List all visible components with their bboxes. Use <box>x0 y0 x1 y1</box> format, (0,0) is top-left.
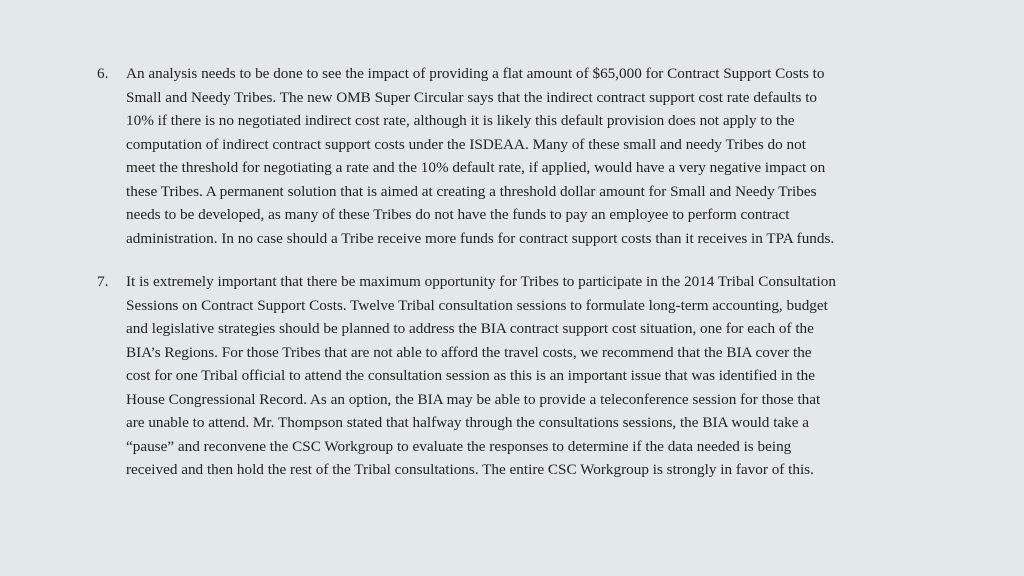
text-line: Sessions on Contract Support Costs. Twelve Tribal consultation sessions to formulate long-term accounting, budget <box>126 296 828 314</box>
text-line: Small and Needy Tribes. The new OMB Super Circular says that the indirect contract support cost rate defaults to <box>126 88 818 106</box>
text-line: BIA’s Regions. For those Tribes that are not able to afford the travel costs, we recommend that the BIA cover the <box>126 343 812 361</box>
list-number: 7. <box>97 273 109 290</box>
text-line: It is extremely important that there be maximum opportunity for Tribes to participate in the 2014 Tribal Consultation <box>126 273 836 290</box>
text-line: 10% if there is no negotiated indirect cost rate, although it is likely this default provision does not apply to the <box>126 112 795 129</box>
text-line: cost for one Tribal official to attend the consultation session as this is an important issue that was identified in the <box>126 367 815 384</box>
text-line: “pause” and reconvene the CSC Workgroup to evaluate the responses to determine if the data needed is being <box>126 437 792 455</box>
text-line: administration. In no case should a Tribe receive more funds for contract support costs than it receives in TPA funds. <box>126 229 835 247</box>
list-item-7 <box>97 270 937 482</box>
text-line: these Tribes. A permanent solution that is aimed at creating a threshold dollar amount for Small and Needy Tribes <box>126 182 817 200</box>
list-item-text <box>126 62 937 250</box>
text-line: are unable to attend. Mr. Thompson stated that halfway through the consultations sessions, the BIA would take a <box>126 414 810 431</box>
list-item-6 <box>97 62 937 250</box>
list-item-text <box>126 270 937 482</box>
text-line: and legislative strategies should be planned to address the BIA contract support cost situation, one for each of the <box>126 320 814 337</box>
text-line: meet the threshold for negotiating a rate and the 10% default rate, if applied, would have a very negative impact on <box>126 159 826 176</box>
text-line: An analysis needs to be done to see the impact of providing a flat amount of $65,000 for Contract Support Costs to <box>126 65 825 82</box>
text-line: needs to be developed, as many of these Tribes do not have the funds to pay an employee to perform contract <box>126 206 790 223</box>
list-number: 6. <box>97 65 109 82</box>
text-line: computation of indirect contract support costs under the ISDEAA. Many of these small and needy Tribes do not <box>126 135 806 153</box>
text-line: received and then hold the rest of the Tribal consultations. The entire CSC Workgroup is strongly in favor of this. <box>126 461 814 478</box>
text-line: House Congressional Record. As an option, the BIA may be able to provide a teleconference session for those that <box>126 390 821 408</box>
